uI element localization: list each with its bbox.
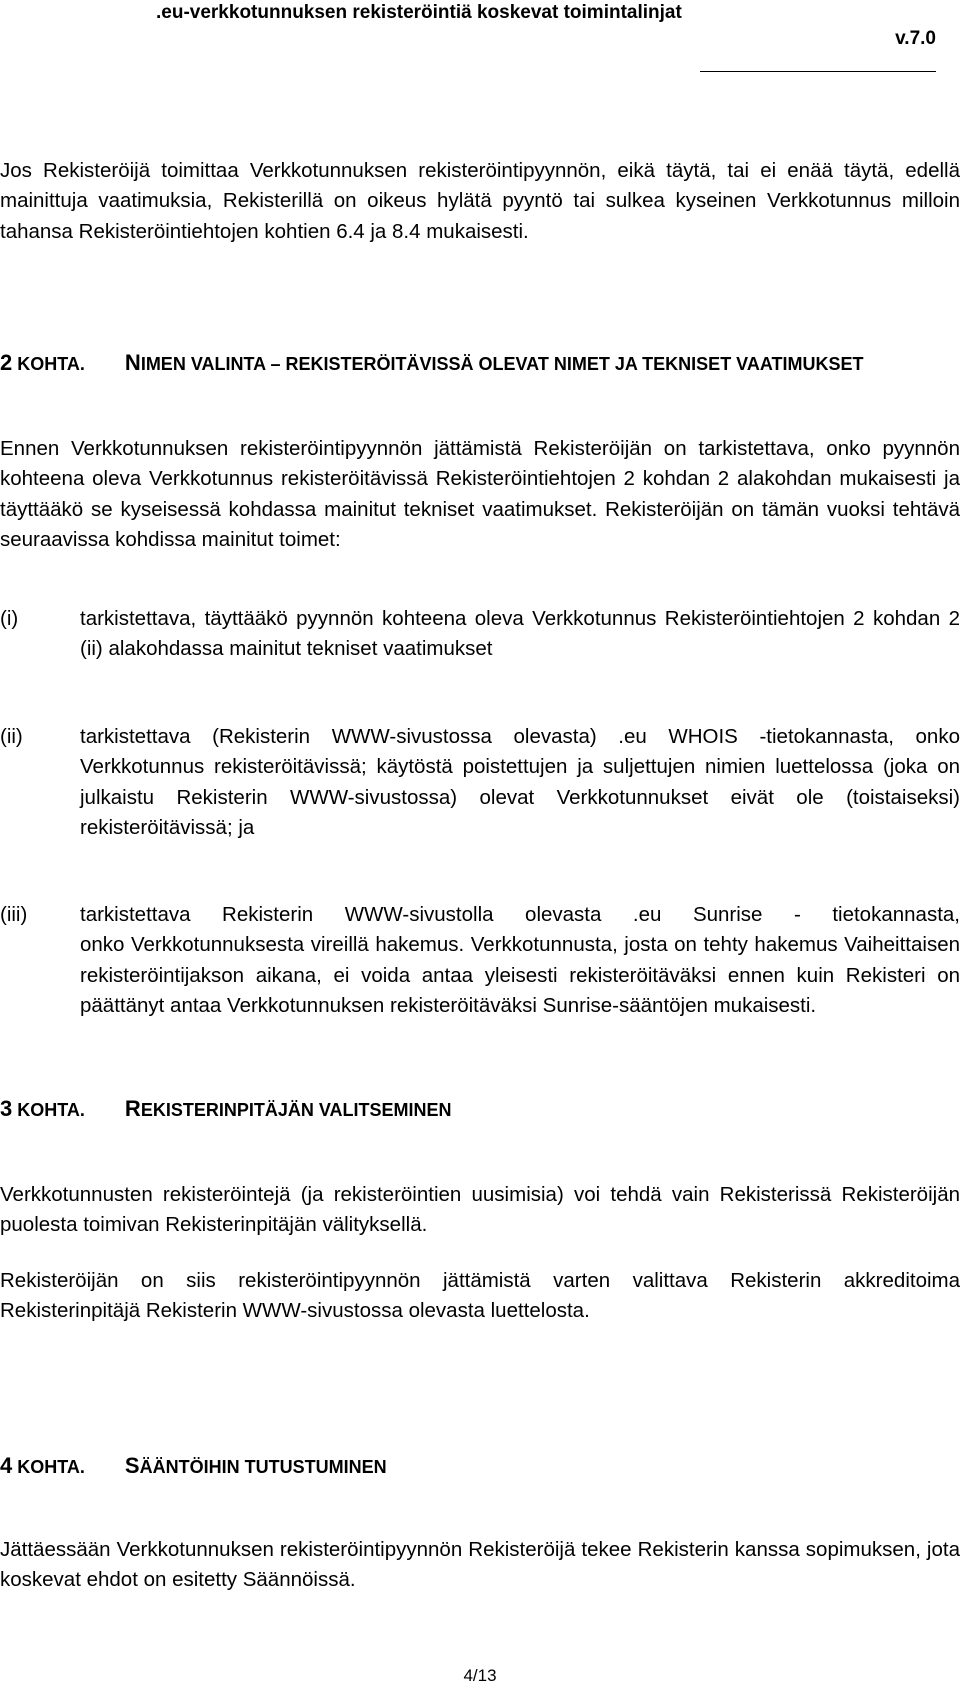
- section-2-paragraph: Ennen Verkkotunnuksen rekisteröintipyynnön jättämistä Rekisteröijän on tarkistettava, onko pyynnön kohteena oleva Verkkotunnus rekisteröitävissä Rekisteröintiehtojen 2 kohdan 2 alakohdan mukaisesti ja täyttääkö se kyseisessä kohdassa mainitut tekniset vaatimukset. Rekisteröijän on tämän vuoksi tehtävä seuraavissa kohdissa mainitut toimet:: [0, 437, 960, 552]
- section-4-paragraph: Jättäessään Verkkotunnuksen rekisteröintipyynnön Rekisteröijä tekee Rekisterin kanssa sopimuksen, jota koskevat ehdot on esitetty Säännöissä.: [0, 1538, 960, 1592]
- section-3-paragraph-2: Rekisteröijän on siis rekisteröintipyynnön jättämistä varten valittava Rekisterin akkreditoima Rekisterinpitäjä Rekisterin WWW-sivustossa olevasta luettelosta.: [0, 1269, 960, 1323]
- section-4-title-initial: S: [124, 1453, 140, 1478]
- list-item-text: tarkistettava, täyttääkö pyynnön kohteena oleva Verkkotunnus Rekisteröintiehtojen 2 kohdan 2 (ii) alakohdassa mainitut tekniset vaatimukset: [80, 607, 960, 661]
- section-4-number-rest: KOHTA.: [12, 1457, 85, 1477]
- intro-block: [0, 156, 960, 247]
- section-2-title-rest: IMEN VALINTA – REKISTERÖITÄVISSÄ OLEVAT NIMET JA TEKNISET VAATIMUKSET: [140, 354, 864, 374]
- section-3-title: [0, 1094, 960, 1125]
- section-2-title-initial: N: [124, 350, 141, 375]
- section-3-number-initial: 3: [0, 1096, 13, 1121]
- document-header-title: .eu-verkkotunnuksen rekisteröintiä koskevat toimintalinjat: [156, 2, 682, 23]
- section-3-body: [0, 1180, 960, 1241]
- section-3-heading: [0, 1094, 960, 1125]
- section-3-body-2: [0, 1266, 960, 1327]
- list-item-text: tarkistettava (Rekisterin WWW-sivustossa olevasta) .eu WHOIS -tietokannasta, onko Verkkotunnus rekisteröitävissä; käytöstä poistettujen ja suljettujen nimien luettelossa (joka on julkaistu Rekisterin WWW-sivustossa) olevat Verkkotunnukset eivät ole (toistaiseksi) rekisteröitävissä; ja: [80, 725, 960, 840]
- section-4-number-initial: 4: [0, 1453, 13, 1478]
- list-item-label: (i): [0, 607, 19, 630]
- page-number: 4/13: [463, 1666, 497, 1685]
- section-2-title: [0, 348, 960, 379]
- header-divider: [700, 71, 936, 72]
- section-4-body: [0, 1535, 960, 1596]
- section-2-number-rest: KOHTA.: [12, 354, 85, 374]
- section-3-paragraph-1: Verkkotunnusten rekisteröintejä (ja rekisteröintien uusimisia) voi tehdä vain Rekisterissä Rekisteröijän puolesta toimivan Rekisterinpitäjän välityksellä.: [0, 1183, 960, 1237]
- list-item-label: (iii): [0, 903, 28, 926]
- section-2-heading: [0, 348, 960, 379]
- section-2-number-initial: 2: [0, 350, 13, 375]
- list-item-text-rest: onko Verkkotunnuksesta vireillä hakemus. Verkkotunnusta, josta on tehty hakemus Vaiheittaisen rekisteröintijakson aikana, ei voida antaa yleisesti rekisteröitäväksi ennen kuin Rekisteri on päättänyt antaa Verkkotunnuksen rekisteröitäväksi Sunrise-sääntöjen mukaisesti.: [80, 933, 960, 1018]
- intro-paragraph: Jos Rekisteröijä toimittaa Verkkotunnuksen rekisteröintipyynnön, eikä täytä, tai ei enää täytä, edellä mainittuja vaatimuksia, Rekisterillä on oikeus hylätä pyyntö tai sulkea kyseinen Verkkotunnus milloin tahansa Rekisteröintiehtojen kohtien 6.4 ja 8.4 mukaisesti.: [0, 159, 960, 243]
- section-3-title-rest: EKISTERINPITÄJÄN VALITSEMINEN: [140, 1100, 452, 1120]
- section-4-title-rest: ÄÄNTÖIHIN TUTUSTUMINEN: [139, 1457, 387, 1477]
- section-2-body: [0, 434, 960, 556]
- section-4-title: [0, 1451, 960, 1482]
- section-3-title-initial: R: [124, 1096, 141, 1121]
- list-item-text-line1: tarkistettava Rekisterin WWW-sivustolla olevasta .eu Sunrise - tietokannasta,: [80, 903, 960, 926]
- list-item-label: (ii): [0, 725, 23, 748]
- document-version: v.7.0: [895, 28, 936, 49]
- section-4-heading: [0, 1451, 960, 1482]
- section-3-number-rest: KOHTA.: [12, 1100, 85, 1120]
